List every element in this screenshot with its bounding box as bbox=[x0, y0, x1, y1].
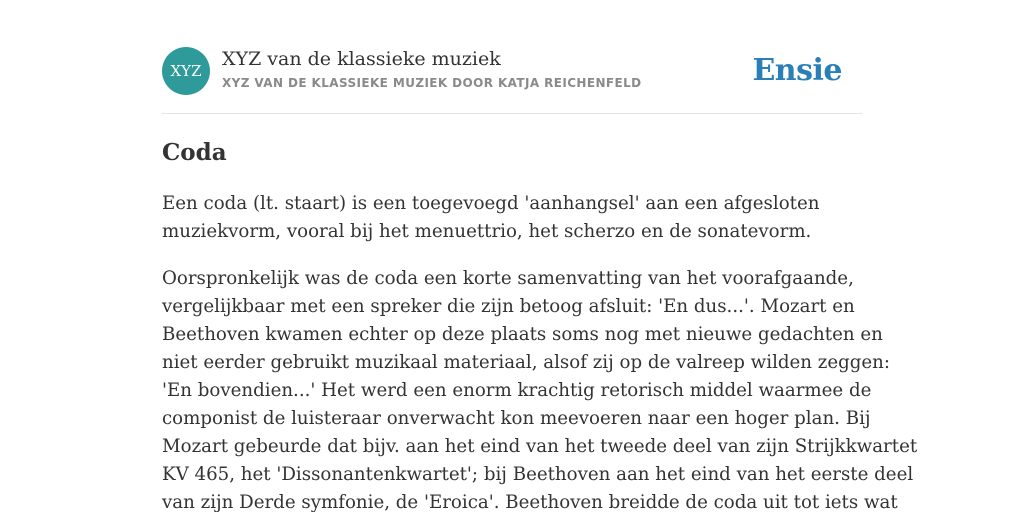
paragraph-line: Een coda (lt. staart) is een toegevoegd 'aanhangsel' aan een afgesloten bbox=[162, 193, 820, 214]
paragraph-line: componist de luisteraar onverwacht kon meevoeren naar een hoger plan. Bij bbox=[162, 408, 871, 429]
article-paragraph bbox=[162, 190, 862, 246]
article-paragraph bbox=[162, 265, 918, 512]
publication-header bbox=[162, 47, 862, 114]
paragraph-line: muziekvorm, vooral bij het menuettrio, het scherzo en de sonatevorm. bbox=[162, 221, 812, 242]
paragraph-line: Beethoven kwamen echter op deze plaats soms nog met nieuwe gedachten en bbox=[162, 324, 883, 345]
publication-subtitle: XYZ VAN DE KLASSIEKE MUZIEK DOOR KATJA REICHENFELD bbox=[222, 76, 642, 90]
publication-title[interactable]: XYZ van de klassieke muziek bbox=[222, 48, 501, 70]
paragraph-line: Mozart gebeurde dat bijv. aan het eind van het tweede deel van zijn Strijkkwartet bbox=[162, 436, 918, 457]
paragraph-line: Oorspronkelijk was de coda een korte samenvatting van het voorafgaande, bbox=[162, 268, 854, 289]
paragraph-line: 'En bovendien...' Het werd een enorm krachtig retorisch middel waarmee de bbox=[162, 380, 872, 401]
paragraph-line: niet eerder gebruikt muzikaal materiaal, alsof zij op de valreep wilden zeggen: bbox=[162, 352, 891, 373]
brand-logo[interactable]: Ensie bbox=[752, 53, 842, 88]
publication-avatar[interactable]: XYZ bbox=[162, 47, 210, 95]
article-title: Coda bbox=[162, 139, 227, 166]
paragraph-line: KV 465, het 'Dissonantenkwartet'; bij Beethoven aan het eind van het eerste deel bbox=[162, 464, 914, 485]
paragraph-line: van zijn Derde symfonie, de 'Eroica'. Beethoven breidde de coda uit tot iets wat bbox=[162, 492, 898, 512]
paragraph-line: vergelijkbaar met een spreker die zijn betoog afsluit: 'En dus...'. Mozart en bbox=[162, 296, 855, 317]
